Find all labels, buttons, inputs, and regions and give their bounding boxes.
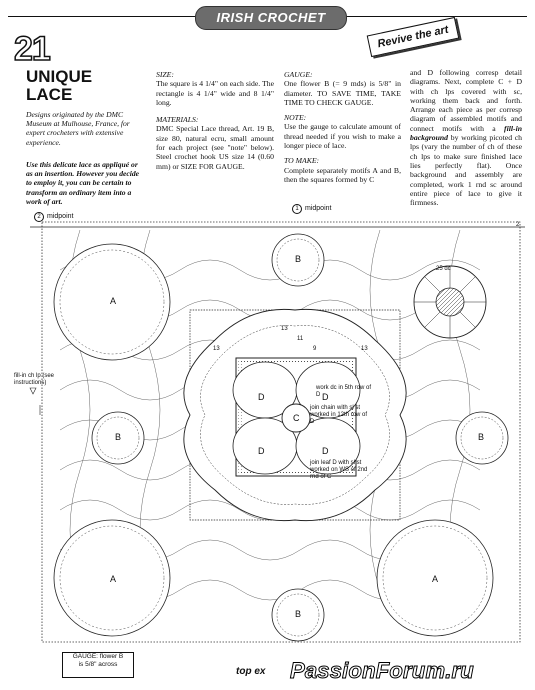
midpoint-left-label: midpoint xyxy=(47,213,74,220)
row-num-4: 13 xyxy=(213,346,220,352)
motif-b-label-3: B xyxy=(478,432,485,442)
title-line-1: UNIQUE xyxy=(26,67,93,86)
motif-d-label-1: D xyxy=(258,392,265,402)
motif-b-label-1: B xyxy=(295,254,302,264)
materials-text: DMC Special Lace thread, Art. 19 B, size 80, natural ecru, small amount for each project (see "note" below). Steel crochet hook US size 14 (0.60 mm) or SIZE FOR GAUGE. xyxy=(156,124,274,171)
gauge-box-line-1: GAUGE: flower B xyxy=(72,653,124,660)
motif-b-label-2: B xyxy=(115,432,122,442)
col3-text-b: by working picoted ch lps (vary the number of ch of these ch lps to make sure finished lace lies perfectly flat). Once background and assembly are completed, work 1 rnd sc around entire piece of lace to give it firmness. xyxy=(410,133,522,208)
fill-in-label: fill-in ch lp (see instructions) xyxy=(14,373,55,386)
motif-a-label-3: A xyxy=(432,574,439,584)
tagline: Revive the art xyxy=(376,23,450,51)
series-banner xyxy=(195,6,347,30)
crochet-diagram xyxy=(0,210,535,650)
midpoint-top-label: midpoint xyxy=(305,205,332,212)
tomake-heading: TO MAKE: xyxy=(284,156,320,166)
motif-c-label: C xyxy=(293,413,300,423)
pattern-number: 21 xyxy=(14,30,50,68)
edge-number: 2 xyxy=(516,222,520,228)
col3-text-a: and D following corresp detail diagrams. Next, complete C + D with ch lps covered with sc, working them back and forth. Arrange each piece as per corresp diagram of assembled motifs and connect motifs with a xyxy=(410,68,522,133)
note-text: Use the gauge to calculate amount of thread needed if you wish to make a longer piece of lace. xyxy=(284,122,401,151)
note-join-leaf: join leaf D with sl st worked on WS of 2nd rnd of C xyxy=(310,460,368,480)
midpoint-top-num: 1 xyxy=(292,204,302,214)
column-2 xyxy=(284,66,401,184)
tomake-text: Complete separately motifs A and B, then the squares formed by C xyxy=(284,165,401,184)
materials-heading: MATERIALS: xyxy=(156,115,199,125)
size-text: The square is 4 1/4" on each side. The rectangle is 4 1/4" wide and 8 1/4" long. xyxy=(156,79,274,107)
label-25dc: 25 dc xyxy=(436,266,451,272)
title-line-2: LACE xyxy=(26,85,73,104)
gauge-box xyxy=(62,652,134,678)
motif-a-label-1: A xyxy=(110,296,117,306)
note-heading: NOTE: xyxy=(284,113,307,123)
motif-a-top-right-detail xyxy=(414,266,486,338)
size-heading: SIZE: xyxy=(156,70,174,79)
gauge-heading: GAUGE: xyxy=(284,70,313,79)
watermark: PassionForum.ru xyxy=(290,658,474,683)
intro-bold-text: Use this delicate lace as appliqué or as an insertion. However you decide to employ it, you can be certain to transform an ordinary item into a work of art. xyxy=(26,160,140,206)
tagline-box xyxy=(367,17,460,57)
note-work-dc: work dc in 5th row of D xyxy=(316,385,372,398)
left-side-marks xyxy=(30,388,40,415)
note-join-chain: join chain with sl st worked in 12th row of D xyxy=(310,405,368,425)
motif-d-label-3: D xyxy=(258,446,265,456)
gauge-box-line-2: is 5/8" across xyxy=(78,661,118,668)
row-num-3: 9 xyxy=(313,346,317,352)
gauge-text: One flower B (= 9 mds) is 5/8" in diameter. TO SAVE TIME, TAKE TIME TO CHECK GAUGE. xyxy=(284,79,401,107)
top-ex-label: top ex xyxy=(236,666,266,677)
midpoint-left-num: 2 xyxy=(34,212,44,222)
series-title: IRISH CROCHET xyxy=(216,10,326,25)
motif-d-label-4: D xyxy=(322,446,329,456)
column-1 xyxy=(156,66,274,171)
motif-a-label-2: A xyxy=(110,574,117,584)
col3-bold: fill-in background xyxy=(410,123,522,143)
column-3 xyxy=(410,68,522,207)
motif-d-label-2: D xyxy=(322,392,329,402)
row-num-2: 11 xyxy=(297,336,304,342)
motif-b-label-4: B xyxy=(295,609,302,619)
page-title xyxy=(26,68,92,104)
row-num-1: 13 xyxy=(281,326,288,332)
crochet-diagram-svg xyxy=(0,210,535,650)
row-num-5: 13 xyxy=(361,346,368,352)
intro-text: Designs originated by the DMC Museum at Mulhouse, France, for expert crocheters with extensive experience. xyxy=(26,110,130,147)
